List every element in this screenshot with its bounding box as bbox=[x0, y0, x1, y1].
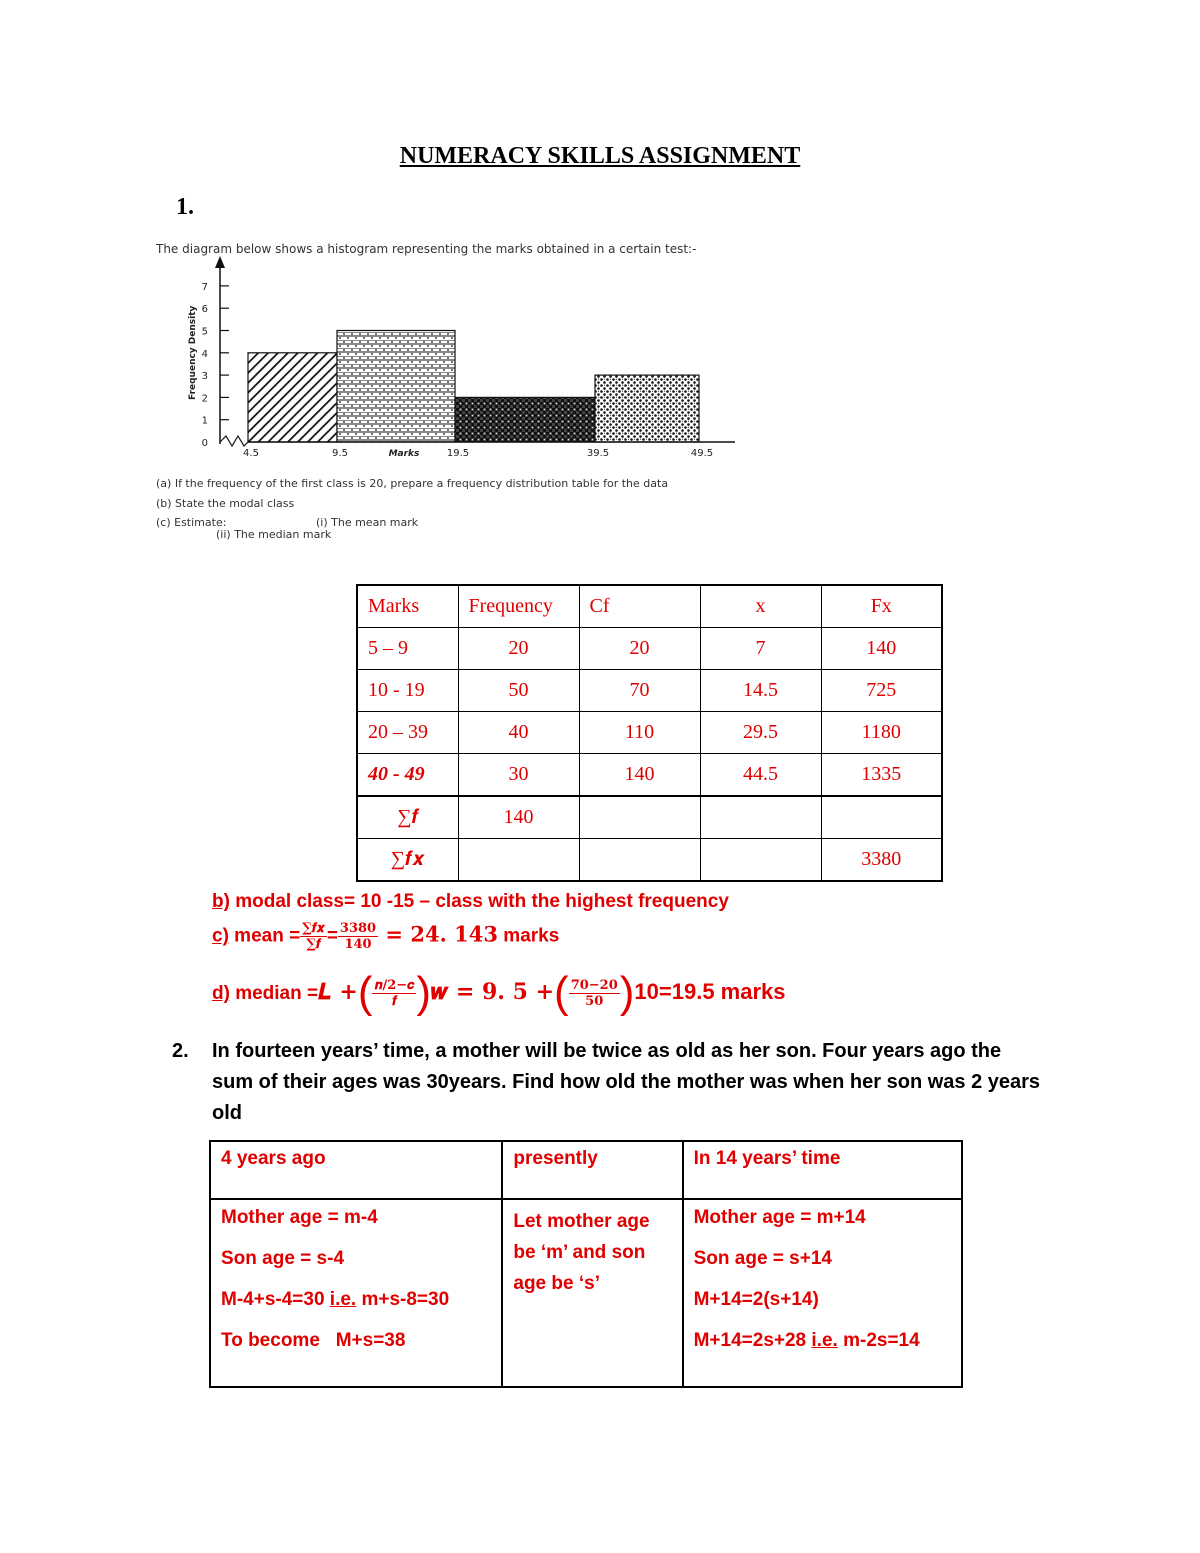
median-L: 𝑳 + bbox=[318, 978, 358, 1005]
empty-cell bbox=[579, 796, 700, 839]
fraction-denominator: 𝒇 bbox=[392, 993, 397, 1009]
empty-cell bbox=[700, 796, 821, 839]
fraction-numerator: 3380 bbox=[339, 921, 377, 936]
header-4-years-ago: 4 years ago bbox=[210, 1141, 502, 1199]
cell-presently bbox=[502, 1199, 682, 1387]
sum-fx-row bbox=[357, 839, 942, 882]
x-tick-label: 49.5 bbox=[690, 448, 714, 459]
age-table bbox=[209, 1140, 963, 1388]
header-presently: presently bbox=[502, 1141, 682, 1199]
answer-d-label: d) bbox=[212, 982, 230, 1004]
y-tick-label: 2 bbox=[201, 393, 208, 405]
x-tick-label: 4.5 bbox=[243, 448, 259, 459]
y-tick-label: 3 bbox=[201, 371, 208, 383]
cell-x: 7 bbox=[700, 628, 821, 670]
left-paren-icon: ( bbox=[554, 968, 569, 1017]
sum-f-value: 140 bbox=[458, 796, 579, 839]
header-cf: Cf bbox=[579, 585, 700, 628]
mean-value-fraction bbox=[338, 921, 378, 952]
fraction-denominator: ∑𝒇 bbox=[306, 937, 321, 952]
list-item: Mother age = m-4 bbox=[221, 1207, 378, 1228]
cell-fx: 725 bbox=[821, 670, 942, 712]
cell-frequency: 40 bbox=[458, 712, 579, 754]
cell-marks: 40 - 49 bbox=[357, 754, 458, 797]
figure-question-b: (b) State the modal class bbox=[156, 497, 295, 510]
fraction-denominator: 140 bbox=[344, 937, 372, 952]
figure-question-c-ii: (ii) The median mark bbox=[216, 528, 332, 541]
ie-abbrev: i.e. bbox=[329, 1289, 357, 1310]
question-2-text: In fourteen years’ time, a mother will be twice as old as her son. Four years ago the sum of their ages was 30years. Find how old the mother was when her son was 2 years old bbox=[212, 1040, 1041, 1124]
median-w: 𝒘 = 𝟗. 𝟓 + bbox=[431, 978, 555, 1005]
cell-frequency: 20 bbox=[458, 628, 579, 670]
y-tick-label: 0 bbox=[201, 438, 208, 449]
cell-marks: 10 - 19 bbox=[357, 670, 458, 712]
list-item: Son age = s+14 bbox=[693, 1248, 832, 1269]
median-inner-fraction bbox=[372, 978, 416, 1009]
mean-unit: marks bbox=[498, 925, 560, 947]
age-table-body-row bbox=[210, 1199, 962, 1387]
fraction-numerator: 𝒏/𝟐−𝒄 bbox=[374, 977, 415, 993]
right-paren-icon: ) bbox=[416, 968, 432, 1017]
question-2 bbox=[172, 1036, 1042, 1129]
table-row bbox=[357, 754, 942, 797]
empty-cell bbox=[700, 839, 821, 882]
left-paren-icon: ( bbox=[357, 968, 373, 1017]
histogram-chart bbox=[150, 252, 740, 462]
list-item: To become M+s=38 bbox=[221, 1330, 406, 1351]
histogram-bar bbox=[337, 331, 455, 443]
table-row bbox=[357, 712, 942, 754]
sum-fx-label: ∑𝒇𝒙 bbox=[357, 839, 458, 882]
y-tick-label: 1 bbox=[201, 415, 208, 427]
axis-break-icon bbox=[220, 436, 248, 446]
list-item bbox=[221, 1288, 491, 1312]
cell-x: 14.5 bbox=[700, 670, 821, 712]
y-axis-arrow-icon bbox=[215, 256, 225, 268]
mean-result: = 𝟐𝟒. 𝟏𝟒𝟑 bbox=[378, 921, 499, 947]
cell-4-years-ago bbox=[210, 1199, 502, 1387]
fraction-numerator: 𝟕𝟎−𝟐𝟎 bbox=[570, 977, 618, 993]
x-tick-label: 39.5 bbox=[586, 448, 610, 459]
fraction-numerator: ∑𝒇𝒙 bbox=[302, 921, 325, 936]
table-row bbox=[357, 670, 942, 712]
cell-frequency: 30 bbox=[458, 754, 579, 797]
figure-question-c-i: (i) The mean mark bbox=[316, 516, 419, 529]
histogram-bar bbox=[248, 353, 337, 442]
figure-caption: The diagram below shows a histogram representing the marks obtained in a certain test:- bbox=[156, 242, 697, 256]
cell-marks: 5 – 9 bbox=[357, 628, 458, 670]
answer-d-text: median = bbox=[229, 982, 319, 1004]
sum-f-label: ∑𝒇 bbox=[357, 796, 458, 839]
median-result: 10=19.5 marks bbox=[634, 978, 786, 1004]
equation-part: m-2s=14 bbox=[837, 1330, 920, 1351]
cell-x: 44.5 bbox=[700, 754, 821, 797]
question-2-number: 2. bbox=[172, 1040, 189, 1062]
list-item: Let mother age be ‘m’ and son age be ‘s’ bbox=[513, 1211, 650, 1294]
cell-cf: 140 bbox=[579, 754, 700, 797]
header-x: x bbox=[700, 585, 821, 628]
fraction-denominator: 𝟓𝟎 bbox=[585, 993, 604, 1009]
right-paren-icon: ) bbox=[619, 968, 635, 1017]
list-item: M+14=2(s+14) bbox=[693, 1289, 819, 1310]
cell-fx: 140 bbox=[821, 628, 942, 670]
equation-part: m+s-8=30 bbox=[356, 1289, 450, 1310]
header-frequency: Frequency bbox=[458, 585, 579, 628]
cell-marks: 20 – 39 bbox=[357, 712, 458, 754]
sum-fx-value: 3380 bbox=[821, 839, 942, 882]
header-in-14-years: In 14 years’ time bbox=[683, 1141, 962, 1199]
answer-d bbox=[212, 968, 786, 1017]
list-item bbox=[694, 1329, 951, 1353]
x-tick-label: 9.5 bbox=[332, 448, 348, 459]
answer-c bbox=[212, 921, 559, 952]
cell-frequency: 50 bbox=[458, 670, 579, 712]
equation-part: M-4+s-4=30 bbox=[221, 1289, 330, 1310]
answer-b-label: b) bbox=[212, 891, 230, 912]
page-title: NUMERACY SKILLS ASSIGNMENT bbox=[399, 143, 801, 169]
answer-b-text: modal class= 10 -15 – class with the highest frequency bbox=[229, 891, 729, 912]
cell-x: 29.5 bbox=[700, 712, 821, 754]
x-tick-label: 19.5 bbox=[446, 448, 470, 459]
y-tick-label: 7 bbox=[201, 281, 208, 293]
table-row bbox=[357, 628, 942, 670]
cell-fx: 1335 bbox=[821, 754, 942, 797]
cell-cf: 110 bbox=[579, 712, 700, 754]
question-1-number: 1. bbox=[176, 194, 194, 220]
cell-cf: 70 bbox=[579, 670, 700, 712]
y-tick-label: 6 bbox=[201, 304, 208, 316]
cell-in-14-years bbox=[683, 1199, 962, 1387]
answer-c-text: mean = bbox=[228, 925, 301, 947]
ie-abbrev: i.e. bbox=[811, 1330, 838, 1351]
answer-b bbox=[212, 891, 729, 913]
y-tick-label: 4 bbox=[201, 348, 208, 360]
histogram-bar bbox=[455, 397, 595, 442]
list-item: Mother age = m+14 bbox=[693, 1207, 866, 1228]
empty-cell bbox=[579, 839, 700, 882]
median-value-fraction bbox=[569, 978, 620, 1009]
y-tick-label: 5 bbox=[201, 326, 208, 338]
sum-f-row bbox=[357, 796, 942, 839]
answer-c-label: c) bbox=[212, 925, 229, 947]
cell-cf: 20 bbox=[579, 628, 700, 670]
empty-cell bbox=[458, 839, 579, 882]
header-marks: Marks bbox=[357, 585, 458, 628]
histogram-bar bbox=[595, 375, 699, 442]
header-fx: Fx bbox=[821, 585, 942, 628]
empty-cell bbox=[821, 796, 942, 839]
equation-part: M+14=2s+28 bbox=[693, 1330, 812, 1351]
age-table-header-row bbox=[210, 1141, 962, 1199]
mean-formula-fraction bbox=[300, 921, 327, 952]
x-axis-label: Marks bbox=[388, 449, 420, 459]
y-axis-label: Frequency Density bbox=[188, 305, 198, 400]
figure-question-a: (a) If the frequency of the first class is 20, prepare a frequency distribution table for the data bbox=[156, 477, 669, 490]
cell-fx: 1180 bbox=[821, 712, 942, 754]
list-item: Son age = s-4 bbox=[221, 1248, 345, 1269]
equals-sign: = bbox=[326, 925, 338, 947]
table-header-row bbox=[357, 585, 942, 628]
frequency-table bbox=[356, 584, 943, 882]
figure-question-c: (c) Estimate: bbox=[156, 516, 227, 529]
